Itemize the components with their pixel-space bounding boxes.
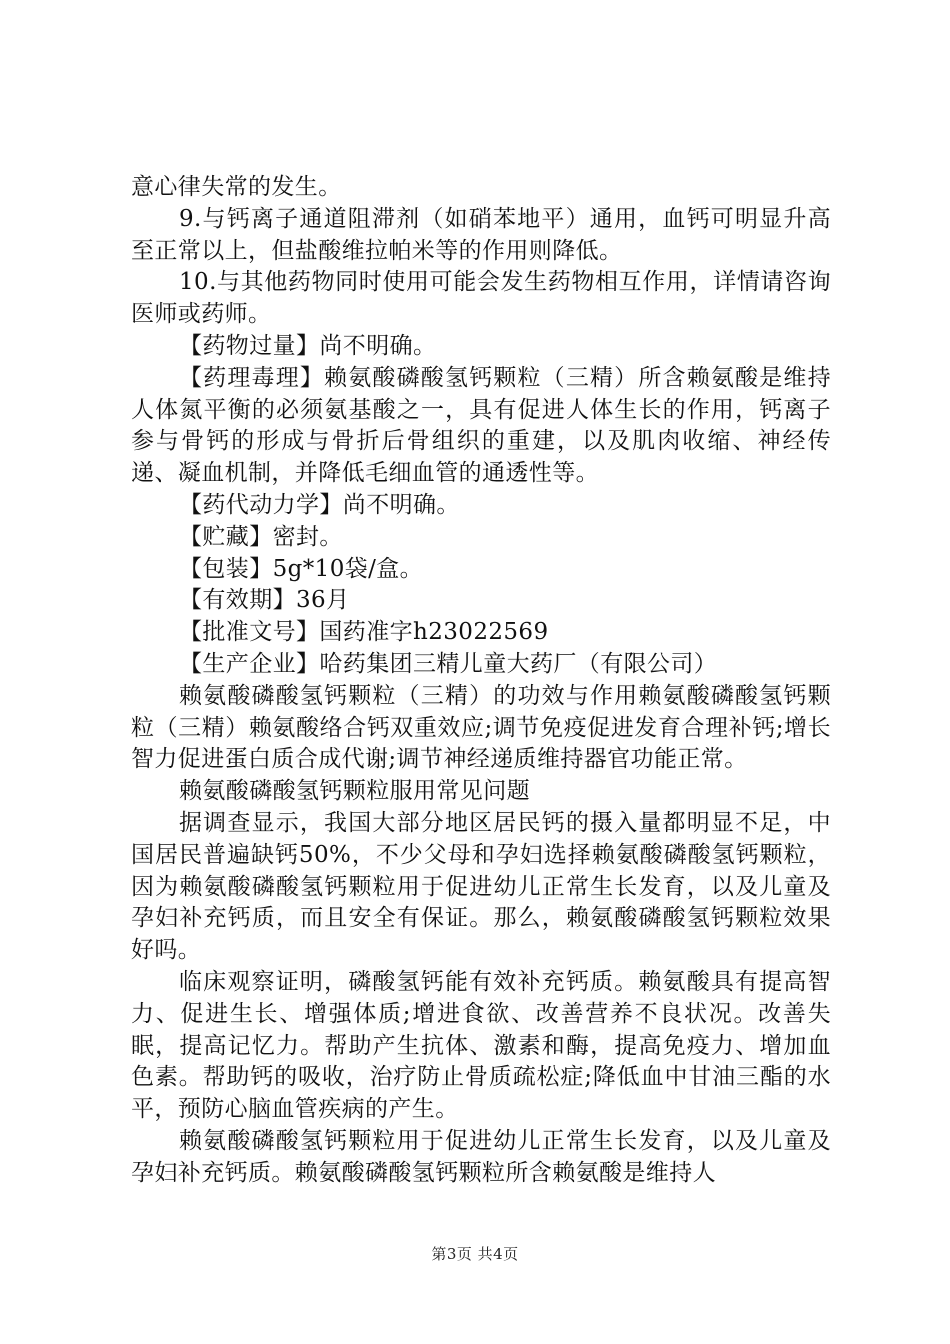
paragraph-efficacy: 赖氨酸磷酸氢钙颗粒（三精）的功效与作用赖氨酸磷酸氢钙颗粒（三精）赖氨酸络合钙双重效应;调节免疫促进发育合理补钙;增长智力促进蛋白质合成代谢;调节神经递质维持器官功能正常。 <box>131 682 831 773</box>
paragraph-pharmacokinetics: 【药代动力学】尚不明确。 <box>179 491 460 518</box>
paragraph-manufacturer: 【生产企业】哈药集团三精儿童大药厂（有限公司） <box>179 650 718 677</box>
paragraph-pharmacology: 【药理毒理】赖氨酸磷酸氢钙颗粒（三精）所含赖氨酸是维持人体氮平衡的必须氨基酸之一，具有促进人体生长的作用，钙离子参与骨钙的形成与骨折后骨组织的重建，以及肌肉收缩、神经传递、凝血机制，并降低毛细血管的通透性等。 <box>131 364 831 487</box>
paragraph-survey: 据调查显示，我国大部分地区居民钙的摄入量都明显不足，中国居民普遍缺钙50%，不少父母和孕妇选择赖氨酸磷酸氢钙颗粒，因为赖氨酸磷酸氢钙颗粒用于促进幼儿正常生长发育，以及儿童及孕妇补充钙质，而且安全有保证。那么，赖氨酸磷酸氢钙颗粒效果好吗。 <box>131 809 831 964</box>
paragraph-validity: 【有效期】36月 <box>179 587 350 614</box>
paragraph-1: 意心律失常的发生。 <box>131 174 342 200</box>
document-body <box>131 172 831 1190</box>
paragraph-approval-number: 【批准文号】国药准字h23022569 <box>179 619 549 646</box>
paragraph-2: 9.与钙离子通道阻滞剂（如硝苯地平）通用，血钙可明显升高至正常以上，但盐酸维拉帕米等的作用则降低。 <box>131 205 831 264</box>
paragraph-usage: 赖氨酸磷酸氢钙颗粒用于促进幼儿正常生长发育，以及儿童及孕妇补充钙质。赖氨酸磷酸氢钙颗粒所含赖氨酸是维持人 <box>131 1127 831 1186</box>
page-footer: 第3页 共4页 <box>431 1245 519 1263</box>
paragraph-packaging: 【包装】5g*10袋/盒。 <box>179 555 424 582</box>
paragraph-3: 10.与其他药物同时使用可能会发生药物相互作用，详情请咨询医师或药师。 <box>131 269 831 328</box>
paragraph-faq-heading: 赖氨酸磷酸氢钙颗粒服用常见问题 <box>179 778 530 805</box>
paragraph-overdose: 【药物过量】尚不明确。 <box>179 332 437 359</box>
paragraph-storage: 【贮藏】密封。 <box>179 523 343 550</box>
paragraph-clinical: 临床观察证明，磷酸氢钙能有效补充钙质。赖氨酸具有提高智力、促进生长、增强体质;增进食欲、改善营养不良状况。改善失眠，提高记忆力。帮助产生抗体、激素和酶，提高免疫力、增加血色素。帮助钙的吸收，治疗防止骨质疏松症;降低血中甘油三酯的水平，预防心脑血管疾病的产生。 <box>131 968 831 1123</box>
